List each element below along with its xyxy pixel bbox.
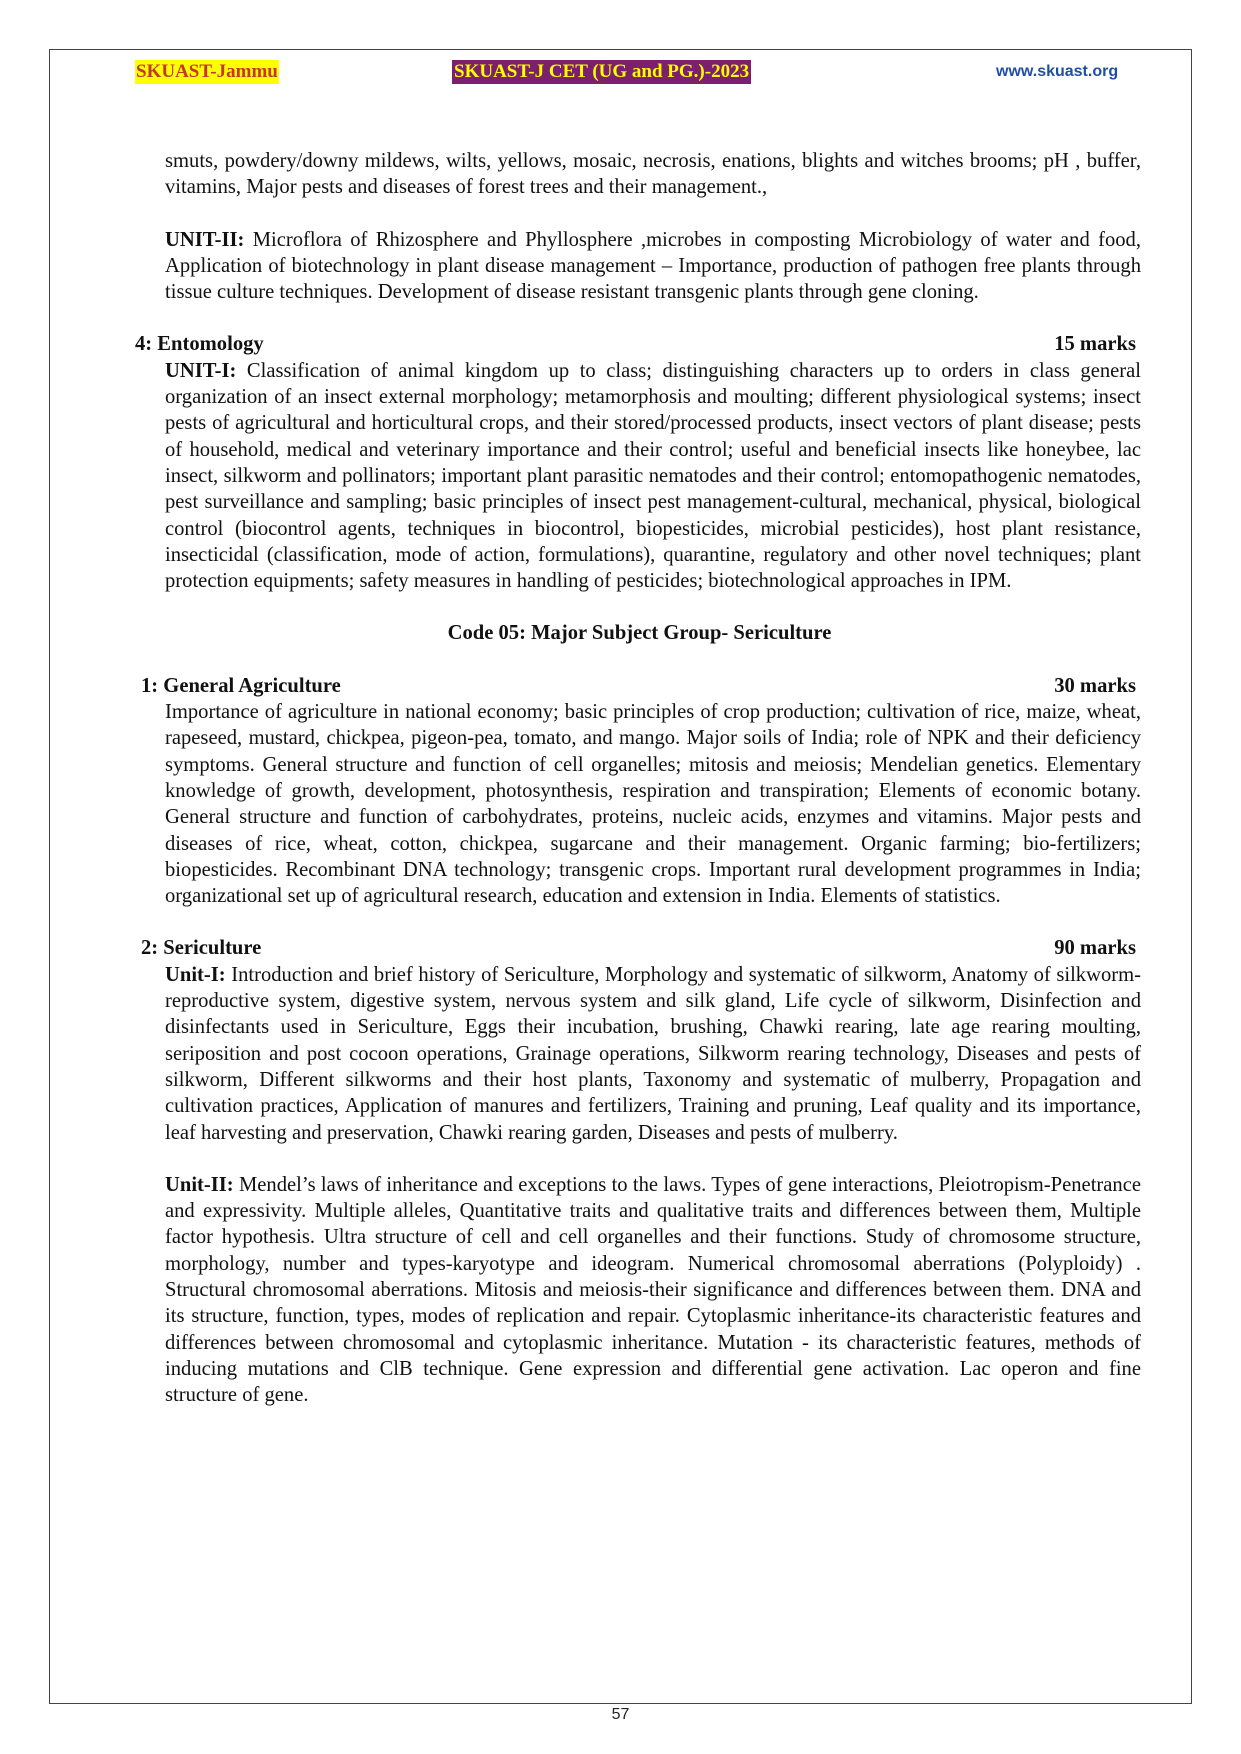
page-number: 57 bbox=[611, 1706, 630, 1723]
unit-text: Introduction and brief history of Sericulture, Morphology and systematic of silkworm, Anatomy of silkworm- reproductive system, digestive system, nervous system and silk gland, Life cycle of silkworm, Disinfection and disinfectants used in Sericulture, Eggs their incubation, brushing, Chawki rearing, late age rearing moulting, seriposition and post cocoon operations, Grainage operations, Silkworm rearing technology, Diseases and pests of silkworm, Different silkworms and their host plants, Taxonomy and systematic of mulberry, Propagation and cultivation practices, Application of manures and fertilizers, Training and pruning, Leaf quality and its importance, leaf harvesting and preservation, Chawki rearing garden, Diseases and pests of mulberry. bbox=[165, 963, 1141, 1144]
unit-label: Unit-I: bbox=[165, 963, 226, 986]
entomology-unit-1 bbox=[165, 358, 1141, 595]
unit-label: UNIT-I: bbox=[165, 359, 237, 382]
pathology-unit-2 bbox=[165, 227, 1141, 306]
page-content bbox=[0, 148, 1241, 1408]
unit-text: Mendel’s laws of inheritance and exceptions to the laws. Types of gene interactions, Pleiotropism-Penetrance and expressivity. Multiple alleles, Quantitative traits and qualitative traits and differences between them, Multiple factor hypothesis. Ultra structure of cell and cell organelles and their functions. Study of chromosome structure, morphology, number and types-karyotype and ideogram. Numerical chromosomal aberrations (Polyploidy) . Structural chromosomal aberrations. Mitosis and meiosis-their significance and differences between them. DNA and its structure, function, types, modes of replication and repair. Cytoplasmic inheritance-its characteristic features and differences between chromosomal and cytoplasmic inheritance. Mutation - its characteristic features, methods of inducing mutations and ClB technique. Gene expression and differential gene activation. Lac operon and fine structure of gene. bbox=[165, 1173, 1141, 1407]
entomology-heading bbox=[0, 331, 1241, 357]
header-website-link[interactable]: www.skuast.org bbox=[996, 63, 1119, 80]
section-title: 2: Sericulture bbox=[141, 937, 262, 960]
general-agriculture-text: Importance of agriculture in national economy; basic principles of crop production; cultivation of rice, maize, wheat, rapeseed, mustard, chickpea, pigeon-pea, tomato, and mango. Major soils of India; role of NPK and their deficiency symptoms. General structure and function of cell organelles; mitosis and meiosis; Mendelian genetics. Elementary knowledge of growth, development, photosynthesis, respiration and transpiration; Elements of economic botany. General structure and function of carbohydrates, proteins, nucleic acids, enzymes and vitamins. Major pests and diseases of rice, wheat, cotton, chickpea, sugarcane and their management. Organic farming; bio-fertilizers; biopesticides. Recombinant DNA technology; transgenic crops. Important rural development programmes in India; organizational set up of agricultural research, education and extension in India. Elements of statistics. bbox=[165, 701, 1141, 908]
sericulture-heading bbox=[0, 935, 1241, 961]
section-title: 1: General Agriculture bbox=[141, 674, 341, 697]
section-title: 4: Entomology bbox=[135, 333, 264, 356]
section-marks: 30 marks bbox=[1054, 674, 1136, 697]
header-exam-title: SKUAST-J CET (UG and PG.)-2023 bbox=[454, 61, 750, 82]
unit-label: UNIT-II: bbox=[165, 228, 245, 251]
unit-text: Classification of animal kingdom up to class; distinguishing characters up to orders in class general organization of an insect external morphology; metamorphosis and moulting; different physiological systems; insect pests of agricultural and horticultural crops, and their stored/processed products, insect vectors of plant disease; pests of household, medical and veterinary importance and their control; useful and beneficial insects like honeybee, lac insect, silkworm and pollinators; important plant parasitic nematodes and their control; entomopathogenic nematodes, pest surveillance and sampling; basic principles of insect pest management-cultural, mechanical, physical, biological control (biocontrol agents, techniques in biocontrol, biopesticides, microbial pesticides), host plant resistance, insecticidal (classification, mode of action, formulations), quarantine, regulatory and other novel techniques; plant protection equipments; safety measures in handling of pesticides; biotechnological approaches in IPM. bbox=[165, 359, 1141, 593]
sericulture-unit-1 bbox=[165, 962, 1141, 1146]
intro-paragraph: smuts, powdery/downy mildews, wilts, yellows, mosaic, necrosis, enations, blights and witches brooms; pH , buffer, vitamins, Major pests and diseases of forest trees and their management., bbox=[165, 150, 1141, 199]
section-marks: 15 marks bbox=[1054, 333, 1136, 356]
sericulture-unit-2 bbox=[165, 1172, 1141, 1409]
unit-text: Microflora of Rhizosphere and Phyllosphere ,microbes in composting Microbiology of water and food, Application of biotechnology in plant disease management – Importance, production of pathogen free plants through tissue culture techniques. Development of disease resistant transgenic plants through gene cloning. bbox=[165, 228, 1141, 304]
section-marks: 90 marks bbox=[1054, 937, 1136, 960]
code-title: Code 05: Major Subject Group- Sericulture bbox=[447, 622, 832, 645]
general-agriculture-heading bbox=[0, 673, 1241, 699]
unit-label: Unit-II: bbox=[165, 1173, 234, 1196]
header-institution: SKUAST-Jammu bbox=[136, 61, 278, 82]
